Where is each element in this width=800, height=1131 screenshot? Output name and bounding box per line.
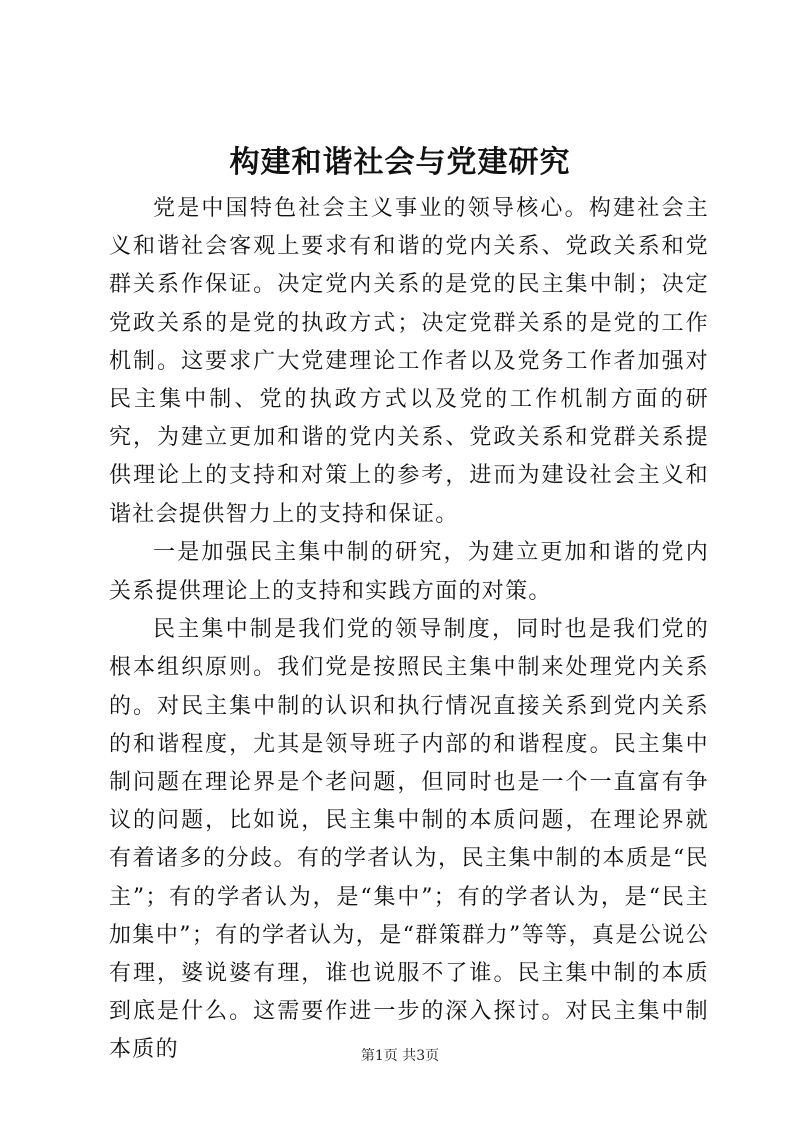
paragraph-intro: 党是中国特色社会主义事业的领导核心。构建社会主义和谐社会客观上要求有和谐的党内关系、党政关系和党群关系作保证。决定党内关系的是党的民主集中制；决定党政关系的是党的执政方式；决定党群关系的是党的工作机制。这要求广大党建理论工作者以及党务工作者加强对民主集中制、党的执政方式以及党的工作机制方面的研究，为建立更加和谐的党内关系、党政关系和党群关系提供理论上的支持和对策上的参考，进而为建设社会主义和谐社会提供智力上的支持和保证。 (109, 196, 709, 527)
page-number-footer: 第1页 共3页 (360, 1048, 440, 1064)
document-body (109, 190, 709, 1070)
document-title: 构建和谐社会与党建研究 (229, 145, 571, 180)
paragraph-democratic-centralism: 民主集中制是我们党的领导制度，同时也是我们党的根本组织原则。我们党是按照民主集中制来处理党内关系的。对民主集中制的认识和执行情况直接关系到党内关系的和谐程度，尤其是领导班子内部的和谐程度。民主集中制问题在理论界是个老问题，但同时也是一个一直富有争议的问题，比如说，民主集中制的本质问题，在理论界就有着诸多的分歧。有的学者认为，民主集中制的本质是“民主”；有的学者认为，是“集中”；有的学者认为，是“民主加集中”；有的学者认为，是“群策群力”等等，真是公说公有理，婆说婆有理，谁也说服不了谁。民主集中制的本质到底是什么。这需要作进一步的深入探讨。对民主集中制本质的 (109, 617, 709, 1063)
paragraph-point-one: 一是加强民主集中制的研究，为建立更加和谐的党内关系提供理论上的支持和实践方面的对策。 (109, 540, 709, 604)
